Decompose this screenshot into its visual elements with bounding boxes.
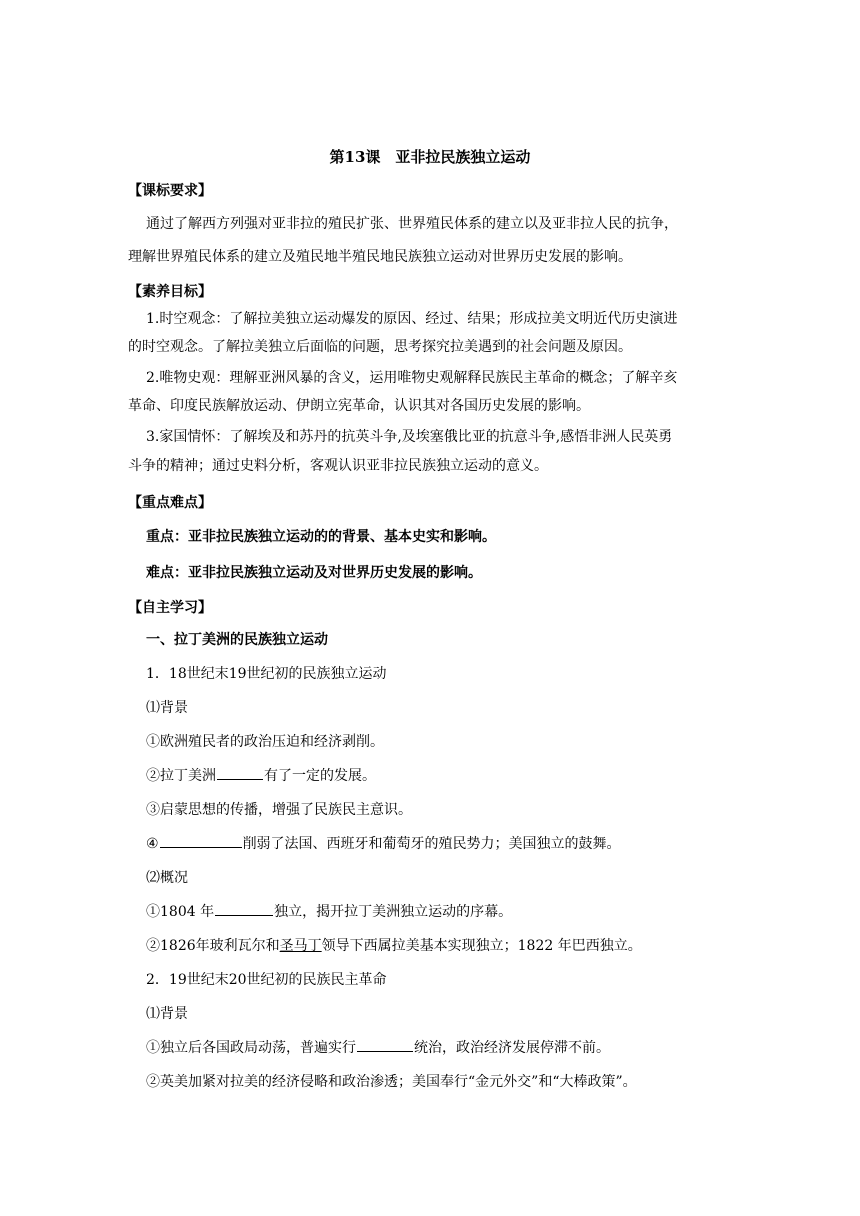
background-1-item-4: ④ 削弱了法国、西班牙和葡萄牙的殖民势力；美国独立的鼓舞。: [146, 833, 621, 853]
fill-blank[interactable]: [357, 1037, 413, 1052]
page-title: 第13课 亚非拉民族独立运动: [329, 148, 531, 166]
background-1-item-3: ③启蒙思想的传播，增强了民族民主意识。: [146, 802, 412, 818]
background-1-item-1: ①欧洲殖民者的政治压迫和经济剥削。: [146, 734, 384, 750]
section-heading-zhongdian: 【重点难点】: [128, 495, 212, 511]
overview-label: ⑵概况: [146, 870, 188, 886]
goal-1-line-1: 1.时空观念：了解拉美独立运动爆发的原因、经过、结果；形成拉美文明近代历史演进: [146, 311, 678, 327]
background-1-item-2: ②拉丁美洲 有了一定的发展。: [146, 765, 376, 785]
difficult-point: 难点：亚非拉民族独立运动及对世界历史发展的影响。: [146, 565, 482, 581]
kebiao-line-2: 理解世界殖民体系的建立及殖民地半殖民地民族独立运动对世界历史发展的影响。: [128, 249, 632, 265]
goal-3-line-1: 3.家国情怀：了解埃及和苏丹的抗英斗争,及埃塞俄比亚的抗意斗争,感悟非洲人民英勇: [146, 429, 673, 445]
background-2-label: ⑴背景: [146, 1006, 188, 1022]
background-2-item-1: ①独立后各国政局动荡，普遍实行 统治，政治经济发展停滞不前。: [146, 1037, 610, 1057]
overview-item-2: ②1826年玻利瓦尔和圣马丁领导下西属拉美基本实现独立；1822 年巴西独立。: [146, 938, 642, 954]
section-heading-suyang: 【素养目标】: [128, 284, 212, 300]
goal-2-line-1: 2.唯物史观：理解亚洲风暴的含义，运用唯物史观解释民族民主革命的概念；了解辛亥: [146, 370, 678, 386]
goal-1-line-2: 的时空观念。了解拉美独立后面临的问题，思考探究拉美遇到的社会问题及原因。: [128, 339, 632, 355]
key-point: 重点：亚非拉民族独立运动的的背景、基本史实和影响。: [146, 529, 496, 545]
subsection-2-title: 2．19世纪末20世纪初的民族民主革命: [146, 972, 387, 988]
section-heading-zizhu: 【自主学习】: [128, 600, 212, 616]
subsection-1-title: 1．18世纪末19世纪初的民族独立运动: [146, 666, 387, 682]
kebiao-line-1: 通过了解西方列强对亚非拉的殖民扩张、世界殖民体系的建立以及亚非拉人民的抗争，: [146, 216, 678, 232]
goal-2-line-2: 革命、印度民族解放运动、伊朗立宪革命，认识其对各国历史发展的影响。: [128, 398, 590, 414]
overview-item-1: ①1804 年 独立，揭开拉丁美洲独立运动的序幕。: [146, 901, 512, 921]
background-2-item-2: ②英美加紧对拉美的经济侵略和政治渗透；美国奉行“金元外交”和“大棒政策”。: [146, 1074, 637, 1090]
section-heading-kebiao: 【课标要求】: [128, 183, 212, 199]
fill-blank[interactable]: [160, 833, 242, 848]
background-1-label: ⑴背景: [146, 700, 188, 716]
subheading-latin-america: 一、拉丁美洲的民族独立运动: [146, 632, 328, 648]
fill-blank[interactable]: [215, 901, 273, 916]
goal-3-line-2: 斗争的精神；通过史料分析，客观认识亚非拉民族独立运动的意义。: [128, 458, 548, 474]
fill-blank[interactable]: [217, 765, 263, 780]
